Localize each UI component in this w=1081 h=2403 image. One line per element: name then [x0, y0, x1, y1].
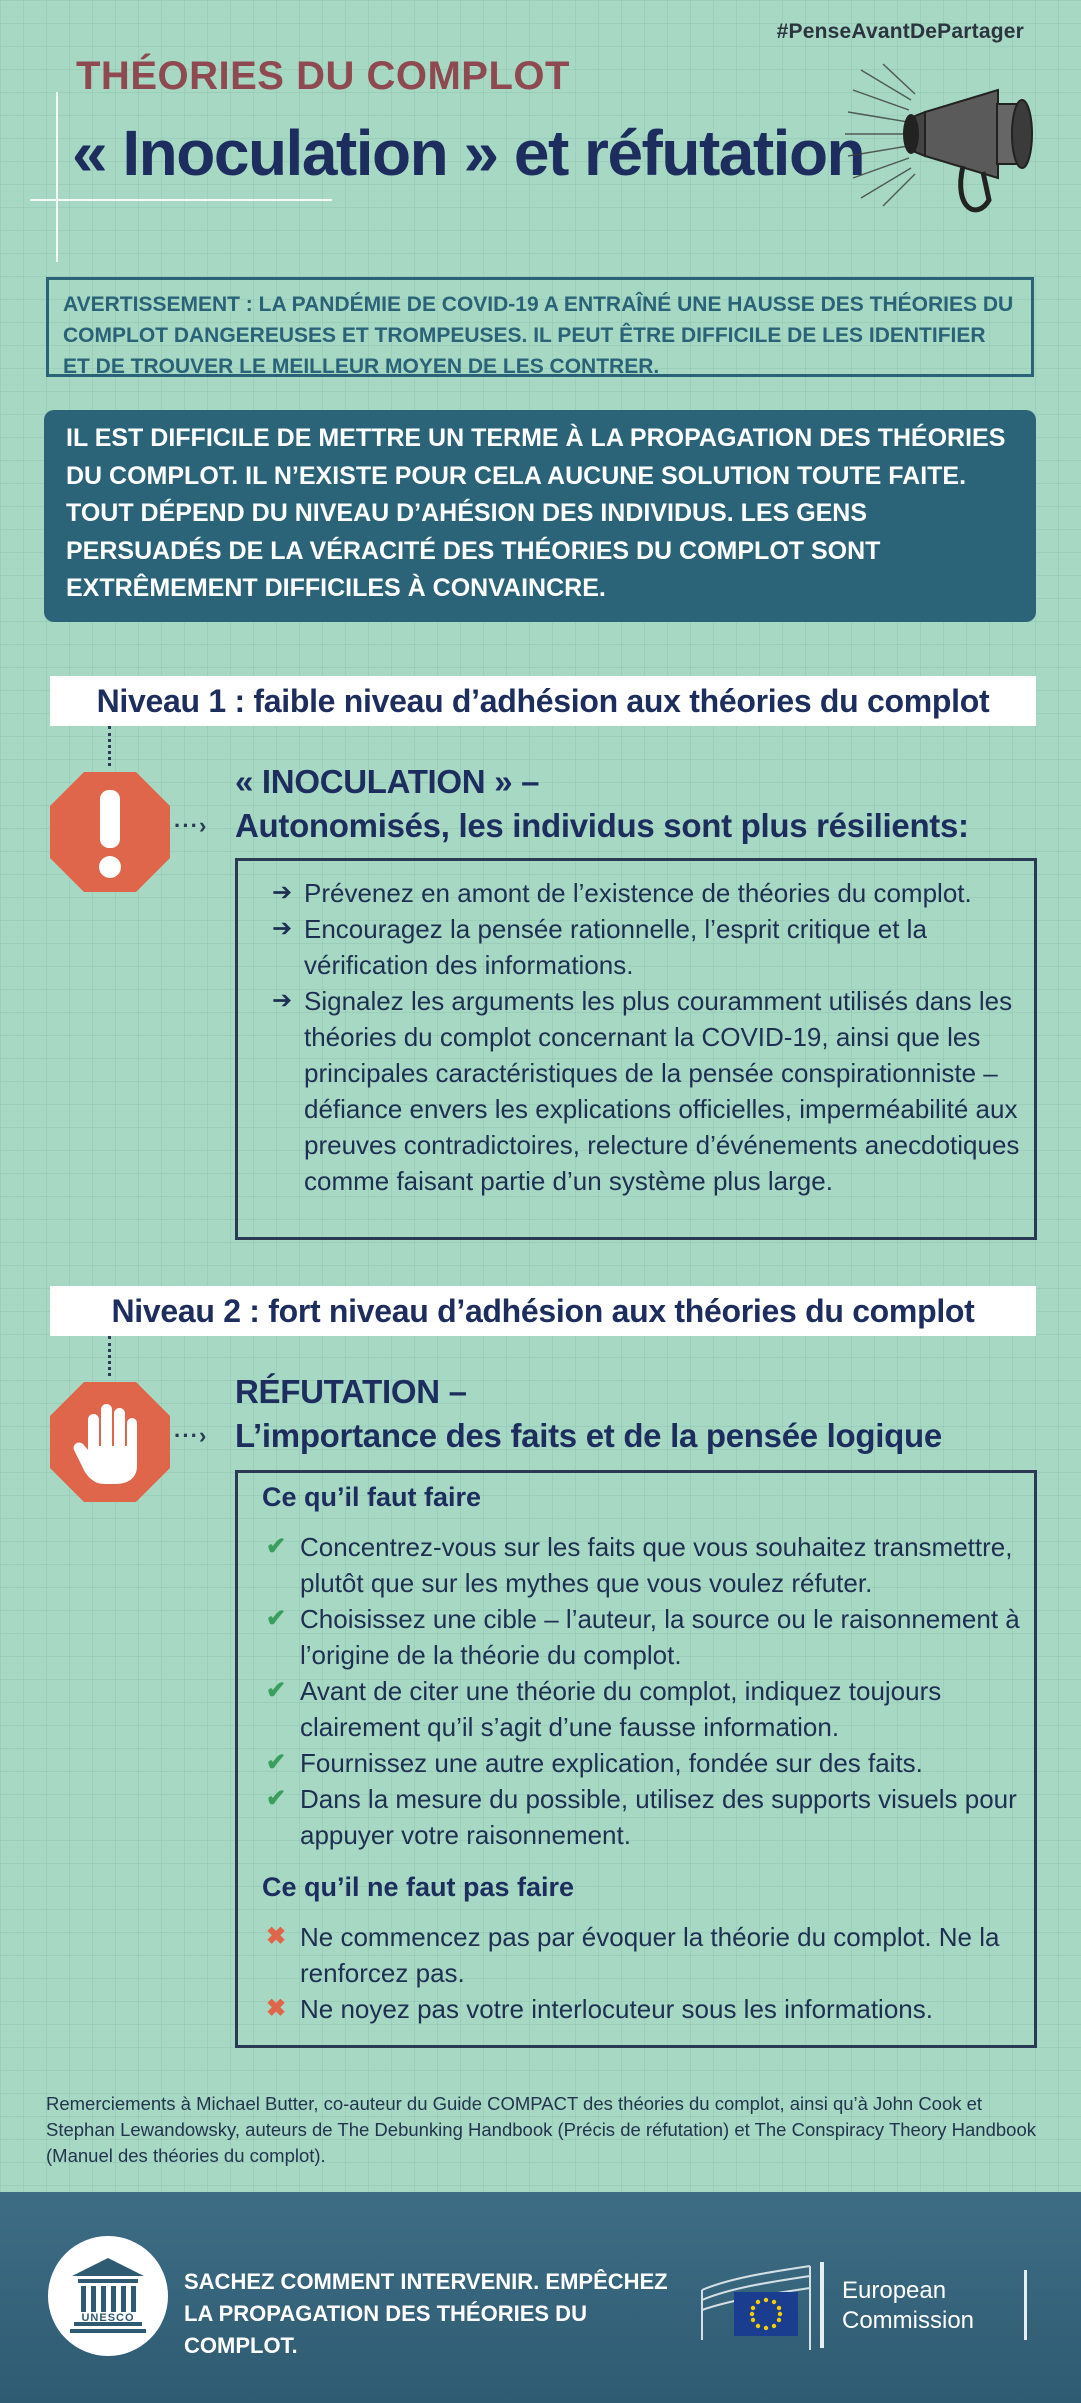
decorative-line	[56, 92, 58, 262]
logo-divider	[820, 2262, 824, 2348]
arrow-connector: ···›	[174, 1423, 208, 1448]
list-item	[238, 875, 1020, 911]
list-item	[238, 1673, 1020, 1745]
arrow-right-icon: ➔	[272, 987, 293, 1014]
level-2-banner: Niveau 2 : fort niveau d’adhésion aux théories du complot	[50, 1286, 1036, 1336]
list-item-text: Prévenez en amont de l’existence de théories du complot.	[304, 878, 972, 908]
hashtag: #PenseAvantDePartager	[776, 20, 1024, 43]
exclamation-icon	[48, 770, 172, 894]
list-item-text: Dans la mesure du possible, utilisez des supports visuels pour appuyer votre raisonnement.	[300, 1784, 1017, 1850]
commission-building-icon	[700, 2250, 820, 2360]
unesco-label: UNESCO	[81, 2312, 135, 2324]
level-2-title-line2: L’importance des faits et de la pensée logique	[235, 1417, 942, 1454]
arrow-connector: ···›	[174, 813, 208, 838]
list-item-text: Ne commencez pas par évoquer la théorie du complot. Ne la renforcez pas.	[300, 1922, 1000, 1988]
ec-wordmark-line2: Commission	[842, 2307, 975, 2334]
connector-dots	[108, 1336, 111, 1376]
level-1-title-line1: « INOCULATION » –	[235, 763, 540, 800]
acknowledgements: Remerciements à Michael Butter, co-auteur du Guide COMPACT des théories du complot, ainsi qu’à John Cook et Stephan Lewandowsky, auteurs de The Debunking Handbook (Précis de réfutation) et The Conspiracy Theory Handbook (Manuel des théories du complot).	[46, 2093, 1037, 2166]
list-item-text: Encouragez la pensée rationnelle, l’esprit critique et la vérification des informations.	[304, 914, 927, 980]
list-item	[238, 1781, 1020, 1853]
check-icon: ✔	[266, 1677, 287, 1704]
ec-wordmark-line1: European	[842, 2277, 947, 2304]
cross-icon: ✖	[266, 1995, 287, 2022]
list-item-text: Avant de citer une théorie du complot, indiquez toujours clairement qu’il s’agit d’une fausse information.	[300, 1676, 942, 1742]
check-icon: ✔	[266, 1749, 287, 1776]
page-pretitle: THÉORIES DU COMPLOT	[76, 54, 570, 98]
do-heading: Ce qu’il faut faire	[262, 1482, 482, 1512]
level-1-title	[235, 760, 969, 848]
level-2-title	[235, 1370, 942, 1458]
logo-divider	[1024, 2270, 1027, 2340]
list-item	[238, 1601, 1020, 1673]
megaphone-icon	[793, 60, 1053, 250]
ec-wordmark	[842, 2276, 974, 2336]
arrow-right-icon: ➔	[272, 879, 293, 906]
arrow-right-icon: ➔	[272, 915, 293, 942]
decorative-line	[30, 199, 332, 201]
check-icon: ✔	[266, 1533, 287, 1560]
list-item-text: Concentrez-vous sur les faits que vous souhaitez transmettre, plutôt que sur les mythes que vous voulez réfuter.	[300, 1532, 1013, 1598]
stop-hand-icon	[48, 1380, 172, 1504]
list-item-text: Ne noyez pas votre interlocuteur sous les informations.	[300, 1994, 933, 2024]
list-item	[238, 1745, 1020, 1781]
list-item	[238, 911, 1020, 983]
list-item	[238, 1919, 1020, 1991]
level-1-title-line2: Autonomisés, les individus sont plus résilients:	[235, 807, 969, 844]
list-item	[238, 983, 1020, 1199]
list-item-text: Choisissez une cible – l’auteur, la source ou le raisonnement à l’origine de la théorie du complot.	[300, 1604, 1020, 1670]
warning-box: AVERTISSEMENT : LA PANDÉMIE DE COVID-19 A ENTRAÎNÉ UNE HAUSSE DES THÉORIES DU COMPLOT DANGEREUSES ET TROMPEUSES. IL PEUT ÊTRE DIFFICILE DE LES IDENTIFIER ET DE TROUVER LE MEILLEUR MOYEN DE LES CONTRER.	[46, 277, 1034, 377]
page-title: « Inoculation » et réfutation	[72, 117, 865, 189]
european-commission-logo	[700, 2250, 1040, 2360]
list-item-text: Signalez les arguments les plus couramment utilisés dans les théories du complot concernant la COVID-19, ainsi que les principales caractéristiques de la pensée conspirationniste – défiance envers les explications officielles, imperméabilité aux preuves contradictoires, relecture d’événements anecdotiques comme faisant partie d’un système plus large.	[304, 986, 1020, 1196]
intro-box: IL EST DIFFICILE DE METTRE UN TERME À LA PROPAGATION DES THÉORIES DU COMPLOT. IL N’EXISTE POUR CELA AUCUNE SOLUTION TOUTE FAITE. TOUT DÉPEND DU NIVEAU D’AHÉSION DES INDIVIDUS. LES GENS PERSUADÉS DE LA VÉRACITÉ DES THÉORIES DU COMPLOT SONT EXTRÊMEMENT DIFFICILES À CONVAINCRE.	[44, 410, 1036, 622]
list-item-text: Fournissez une autre explication, fondée sur des faits.	[300, 1748, 923, 1778]
unesco-logo	[48, 2236, 168, 2356]
list-item	[238, 1529, 1020, 1601]
temple-icon	[48, 2236, 168, 2356]
cross-icon: ✖	[266, 1923, 287, 1950]
list-item	[238, 1991, 1020, 2027]
connector-dots	[108, 726, 111, 766]
dont-heading: Ce qu’il ne faut pas faire	[262, 1872, 575, 1902]
level-1-list-box	[235, 858, 1037, 1240]
check-icon: ✔	[266, 1605, 287, 1632]
footer-text: SACHEZ COMMENT INTERVENIR. EMPÊCHEZ LA PROPAGATION DES THÉORIES DU COMPLOT.	[184, 2269, 668, 2358]
level-1-banner: Niveau 1 : faible niveau d’adhésion aux théories du complot	[50, 676, 1036, 726]
level-2-list-box	[235, 1470, 1037, 2048]
level-2-title-line1: RÉFUTATION –	[235, 1373, 467, 1410]
check-icon: ✔	[266, 1785, 287, 1812]
